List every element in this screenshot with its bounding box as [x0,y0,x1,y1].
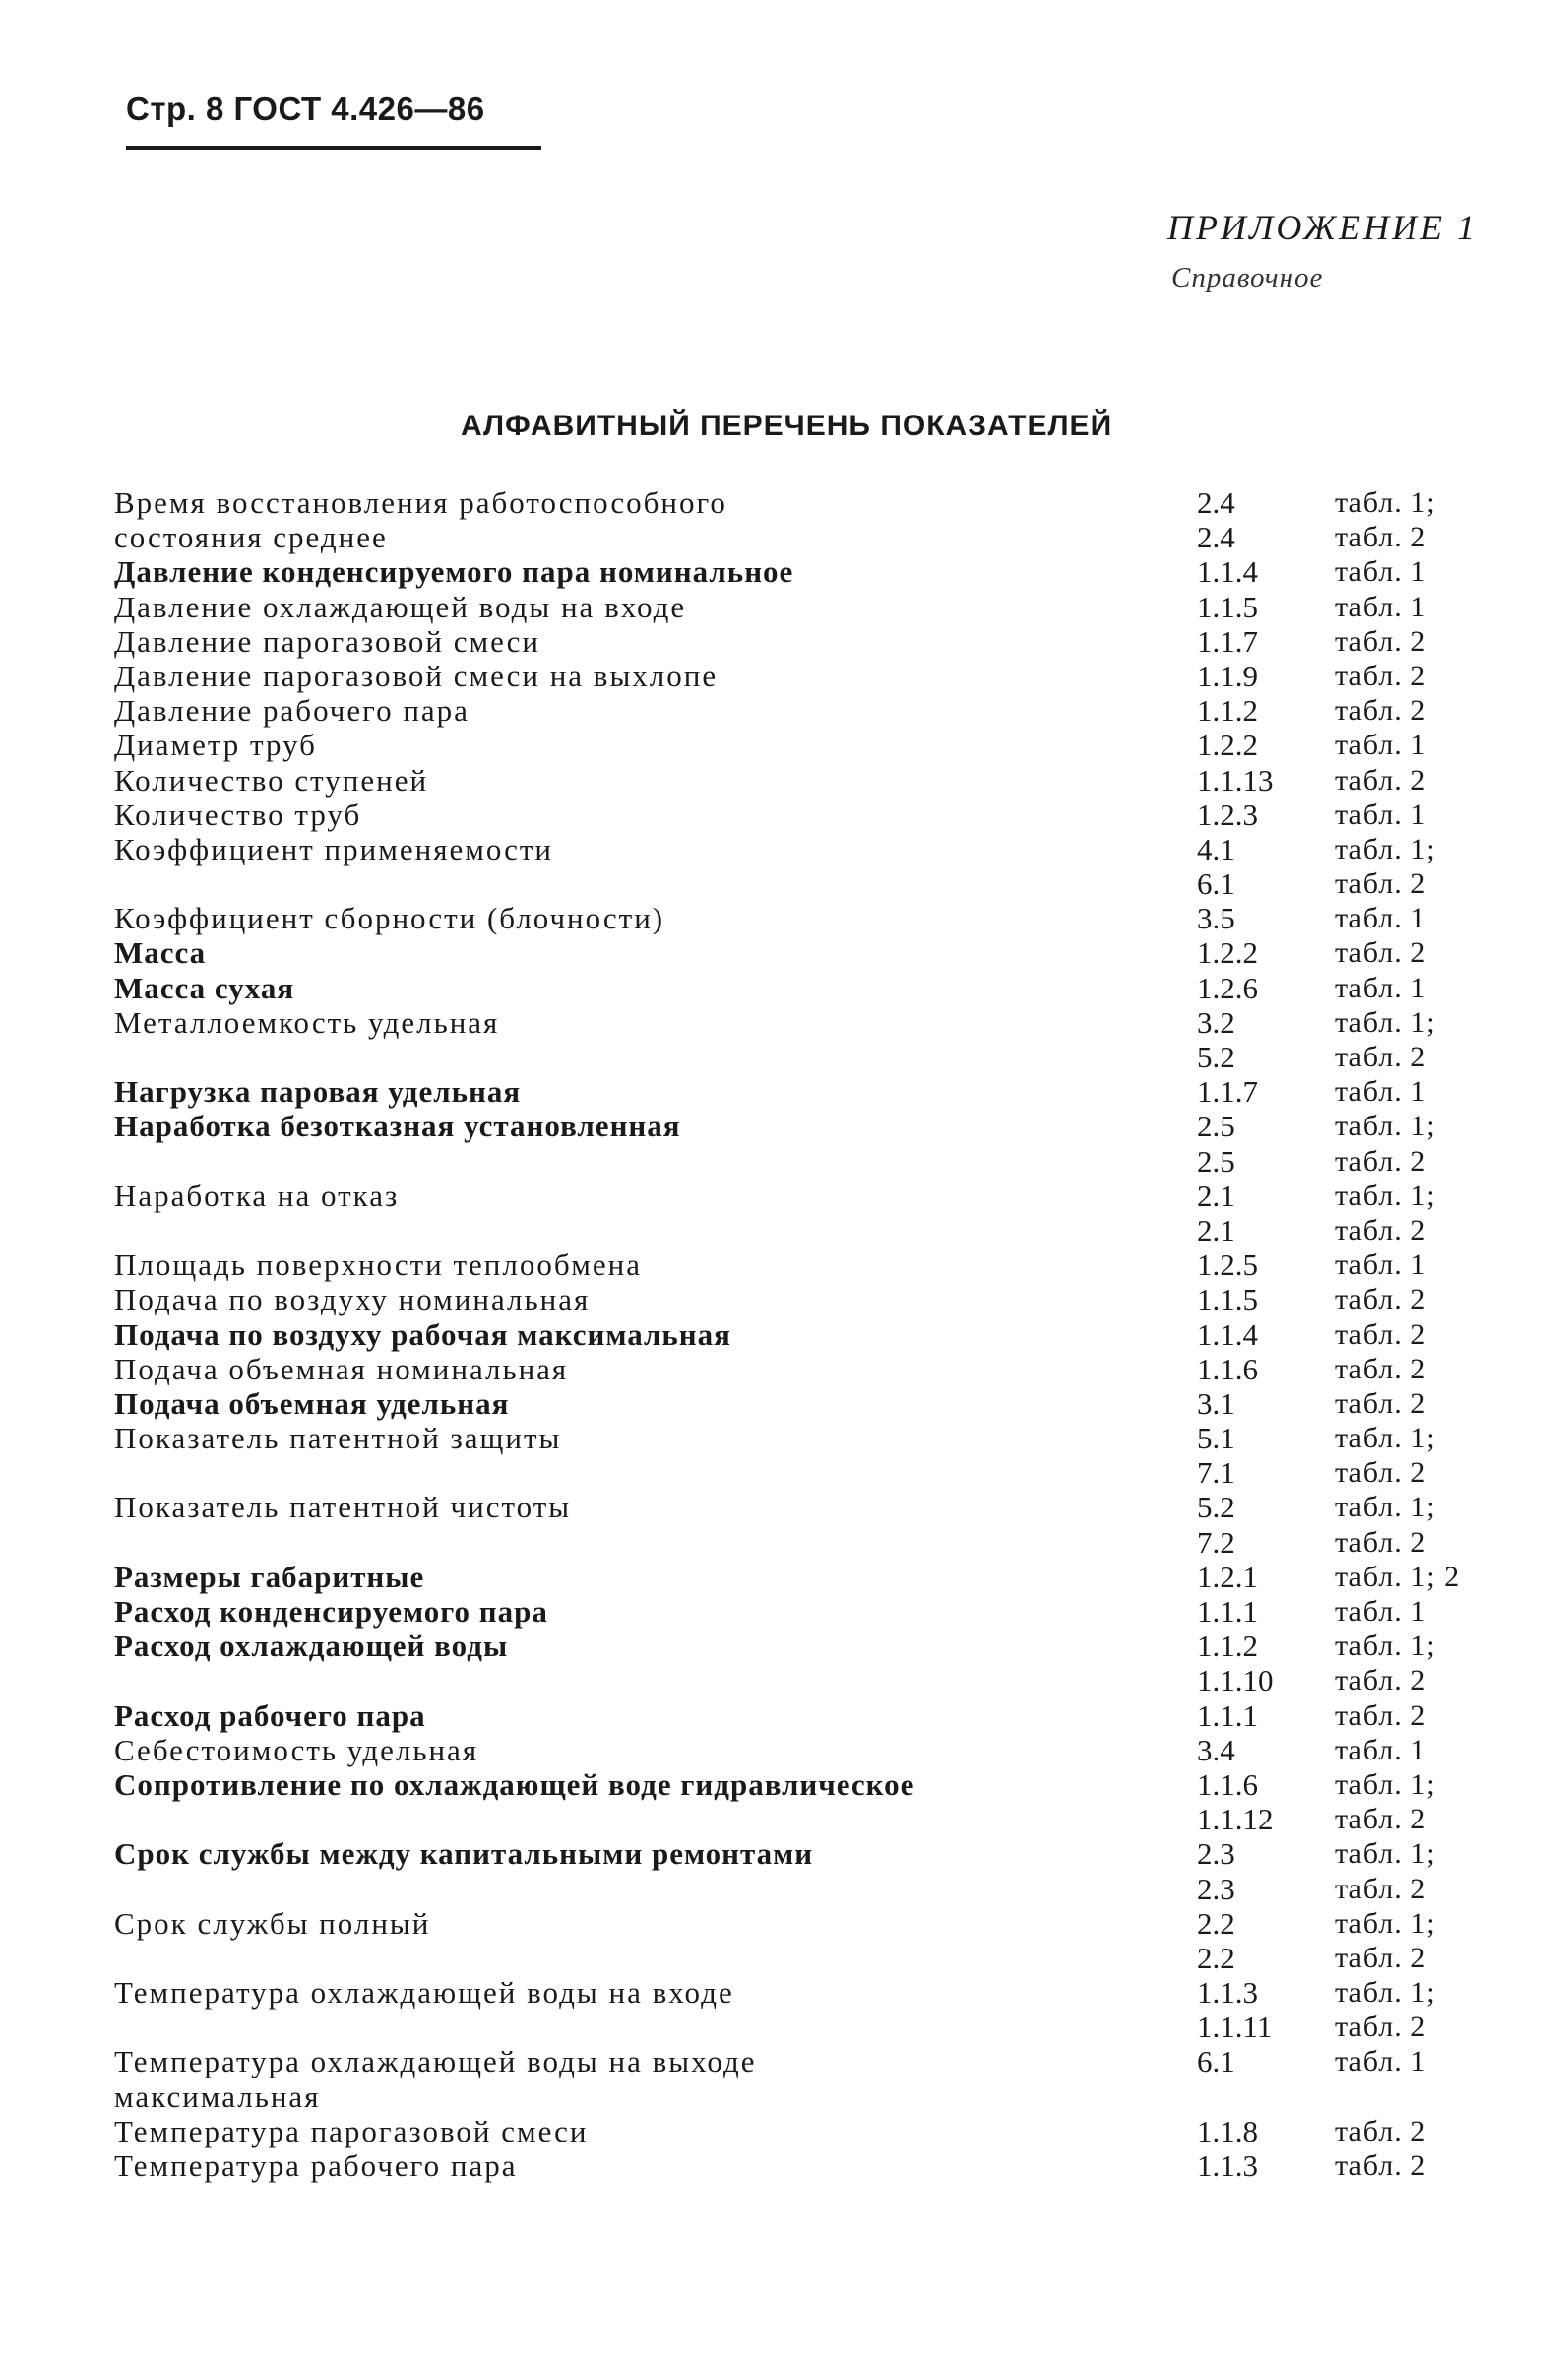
list-item [114,1975,1492,2010]
section-ref: 3.2 [1197,1004,1235,1040]
indicator-name: Подача по воздуху рабочая максимальная [114,1316,731,1352]
list-item [114,1525,1492,1560]
indicator-name: Давление конденсируемого пара номинальное [114,554,794,590]
indicator-name: Температура парогазовой смеси [114,2113,589,2148]
list-item [114,1836,1492,1871]
table-ref: табл. 1 [1335,902,1427,935]
indicator-name: Масса [114,935,207,971]
table-ref: табл. 2 [1335,1698,1427,1732]
list-item [114,1629,1492,1663]
table-ref: табл. 2 [1335,1317,1427,1351]
table-ref: табл. 2 [1335,521,1427,554]
section-ref: 1.1.7 [1197,623,1258,659]
section-ref: 2.1 [1197,1178,1235,1213]
indicator-name: Подача по воздуху номинальная [114,1282,591,1317]
indicator-name: Срок службы полный [114,1905,431,1941]
section-ref: 5.1 [1197,1421,1235,1456]
table-ref: табл. 1; [1335,1179,1436,1212]
table-ref: табл. 1; [1335,1630,1436,1663]
section-ref: 1.1.13 [1197,762,1274,798]
indicator-name: максимальная [114,2078,321,2114]
table-ref: табл. 1; [1335,1767,1436,1801]
indicator-name: Показатель патентной защиты [114,1421,562,1456]
list-item [114,1282,1492,1316]
table-ref: табл. 2 [1335,624,1427,658]
indicator-name: Наработка безотказная установленная [114,1109,681,1144]
indicator-name: Диаметр труб [114,728,317,763]
indicator-name: Подача объемная удельная [114,1385,510,1421]
indicator-list [114,485,1492,2183]
indicator-name: Показатель патентной чистоты [114,1490,572,1525]
section-ref: 1.1.12 [1197,1802,1274,1837]
list-item [114,520,1492,554]
table-ref: табл. 2 [1335,763,1427,797]
section-ref: 3.5 [1197,901,1235,936]
indicator-name: Расход охлаждающей воды [114,1629,509,1664]
list-item [114,1872,1492,1906]
section-ref: 2.2 [1197,1905,1235,1941]
table-ref: табл. 2 [1335,1283,1427,1316]
table-ref: табл. 2 [1335,1144,1427,1178]
section-ref: 1.1.4 [1197,554,1258,590]
list-item [114,728,1492,762]
section-ref: 1.1.9 [1197,658,1258,693]
indicator-name: Расход конденсируемого пара [114,1594,548,1629]
table-ref: табл. 1; [1335,1491,1436,1524]
list-item [114,1386,1492,1421]
list-item [114,693,1492,728]
list-item [114,1179,1492,1213]
appendix-label: ПРИЛОЖЕНИЕ 1 [1167,208,1477,247]
indicator-name: Коэффициент сборности (блочности) [114,901,665,936]
list-item [114,2044,1492,2078]
list-item [114,971,1492,1005]
list-item [114,1247,1492,1282]
list-item [114,485,1492,520]
section-ref: 2.5 [1197,1143,1235,1179]
indicator-name: Температура охлаждающей воды на выходе [114,2044,757,2079]
list-item [114,866,1492,901]
table-ref: табл. 1 [1335,1248,1427,1282]
table-ref: табл. 2 [1335,1525,1427,1559]
list-item [114,1040,1492,1074]
indicator-name: Сопротивление по охлаждающей воде гидравлическое [114,1766,915,1802]
header-rule [126,146,541,150]
table-ref: табл. 1; [1335,1005,1436,1039]
indicator-name: Расход рабочего пара [114,1697,426,1733]
table-ref: табл. 1; [1335,1837,1436,1871]
section-ref: 1.2.5 [1197,1247,1258,1283]
section-ref: 2.2 [1197,1940,1235,1975]
table-ref: табл. 1 [1335,555,1427,589]
indicator-name: Площадь поверхности теплообмена [114,1247,643,1283]
table-ref: табл. 2 [1335,1664,1427,1697]
list-item [114,1455,1492,1490]
table-ref: табл. 1; 2 [1335,1560,1461,1593]
list-item [114,2114,1492,2148]
list-item [114,1663,1492,1697]
section-ref: 1.1.11 [1197,2010,1273,2045]
list-item [114,1317,1492,1352]
table-ref: табл. 1; [1335,1906,1436,1940]
list-item [114,1213,1492,1247]
list-item [114,1698,1492,1733]
section-ref: 5.2 [1197,1490,1235,1525]
section-ref: 1.1.2 [1197,693,1258,729]
list-item [114,590,1492,624]
list-item [114,1490,1492,1524]
section-ref: 1.1.3 [1197,2148,1258,2183]
list-item [114,1906,1492,1941]
list-item [114,1733,1492,1767]
section-ref: 1.1.1 [1197,1697,1258,1733]
section-ref: 2.4 [1197,485,1235,520]
section-ref: 2.1 [1197,1212,1235,1247]
section-ref: 1.1.2 [1197,1629,1258,1664]
table-ref: табл. 2 [1335,1041,1427,1073]
indicator-name: Себестоимость удельная [114,1732,479,1767]
indicator-name: Подача объемная номинальная [114,1351,569,1386]
table-ref: табл. 1 [1335,971,1427,1004]
table-ref: табл. 1; [1335,1976,1436,2010]
table-ref: табл. 1 [1335,798,1427,831]
list-item [114,1594,1492,1629]
section-ref: 2.3 [1197,1836,1235,1872]
table-ref: табл. 2 [1335,2149,1427,2182]
section-ref: 2.3 [1197,1871,1235,1906]
section-ref: 6.1 [1197,866,1235,902]
list-item [114,659,1492,693]
list-item [114,901,1492,935]
indicator-name: Масса сухая [114,970,295,1005]
list-item [114,935,1492,970]
page-header: Стр. 8 ГОСТ 4.426—86 [126,91,485,127]
indicator-name: Количество ступеней [114,762,429,798]
indicator-name: Давление парогазовой смеси [114,623,540,659]
section-ref: 5.2 [1197,1040,1235,1074]
page-title: АЛФАВИТНЫЙ ПЕРЕЧЕНЬ ПОКАЗАТЕЛЕЙ [461,410,1113,442]
section-ref: 1.1.8 [1197,2113,1258,2148]
table-ref: табл. 1; [1335,1422,1436,1455]
indicator-name: состояния среднее [114,520,388,555]
list-item [114,1767,1492,1802]
section-ref: 7.2 [1197,1524,1235,1560]
table-ref: табл. 2 [1335,1456,1427,1490]
list-item [114,554,1492,589]
section-ref: 1.1.4 [1197,1316,1258,1352]
table-ref: табл. 2 [1335,1941,1427,1974]
list-item [114,2148,1492,2183]
list-item [114,624,1492,659]
section-ref: 2.5 [1197,1109,1235,1144]
table-ref: табл. 1 [1335,590,1427,623]
section-ref: 3.4 [1197,1732,1235,1767]
list-item [114,2079,1492,2114]
indicator-name: Давление охлаждающей воды на входе [114,589,687,624]
table-ref: табл. 2 [1335,1213,1427,1247]
section-ref: 6.1 [1197,2044,1235,2079]
indicator-name: Нагрузка паровая удельная [114,1074,522,1110]
section-ref: 1.1.6 [1197,1351,1258,1386]
table-ref: табл. 2 [1335,1872,1427,1905]
list-item [114,798,1492,832]
table-ref: табл. 1 [1335,1075,1427,1109]
section-ref: 1.1.3 [1197,1975,1258,2011]
section-ref: 1.1.10 [1197,1663,1274,1698]
section-ref: 1.1.1 [1197,1594,1258,1629]
indicator-name: Давление парогазовой смеси на выхлопе [114,658,719,693]
list-item [114,1144,1492,1179]
section-ref: 1.1.5 [1197,589,1258,624]
section-ref: 3.1 [1197,1385,1235,1421]
table-ref: табл. 2 [1335,2011,1427,2044]
indicator-name: Давление рабочего пара [114,693,470,729]
table-ref: табл. 1; [1335,486,1436,519]
section-ref: 7.1 [1197,1455,1235,1491]
table-ref: табл. 2 [1335,936,1427,970]
indicator-name: Температура охлаждающей воды на входе [114,1975,734,2011]
section-ref: 4.1 [1197,831,1235,866]
section-ref: 2.4 [1197,520,1235,555]
table-ref: табл. 2 [1335,1386,1427,1420]
list-item [114,832,1492,866]
list-item [114,1560,1492,1594]
indicator-name: Время восстановления работоспособного [114,485,727,520]
list-item [114,1802,1492,1836]
list-item [114,1421,1492,1455]
section-ref: 1.2.6 [1197,970,1258,1005]
table-ref: табл. 1 [1335,1733,1427,1766]
table-ref: табл. 2 [1335,867,1427,901]
list-item [114,1109,1492,1143]
indicator-name: Наработка на отказ [114,1178,400,1213]
table-ref: табл. 2 [1335,1352,1427,1385]
indicator-name: Размеры габаритные [114,1559,425,1594]
list-item [114,2010,1492,2044]
section-ref: 1.1.7 [1197,1074,1258,1110]
section-ref: 1.2.3 [1197,797,1258,832]
table-ref: табл. 2 [1335,659,1427,692]
list-item [114,1352,1492,1386]
section-ref: 1.1.5 [1197,1282,1258,1317]
indicator-name: Температура рабочего пара [114,2148,518,2183]
table-ref: табл. 2 [1335,694,1427,728]
table-ref: табл. 1 [1335,2045,1427,2078]
section-ref: 1.2.1 [1197,1559,1258,1594]
table-ref: табл. 1; [1335,832,1436,865]
table-ref: табл. 1 [1335,729,1427,762]
table-ref: табл. 2 [1335,1803,1427,1836]
table-ref: табл. 1; [1335,1110,1436,1143]
list-item [114,1941,1492,1975]
list-item [114,1005,1492,1040]
section-ref: 1.2.2 [1197,728,1258,763]
section-ref: 1.1.6 [1197,1766,1258,1802]
section-ref: 1.2.2 [1197,935,1258,971]
list-item [114,763,1492,798]
indicator-name: Металлоемкость удельная [114,1004,500,1040]
table-ref: табл. 2 [1335,2114,1427,2147]
appendix-subtitle: Справочное [1171,262,1324,293]
table-ref: табл. 1 [1335,1595,1427,1628]
indicator-name: Количество труб [114,797,362,832]
indicator-name: Коэффициент применяемости [114,831,553,866]
list-item [114,1074,1492,1109]
indicator-name: Срок службы между капитальными ремонтами [114,1836,814,1872]
